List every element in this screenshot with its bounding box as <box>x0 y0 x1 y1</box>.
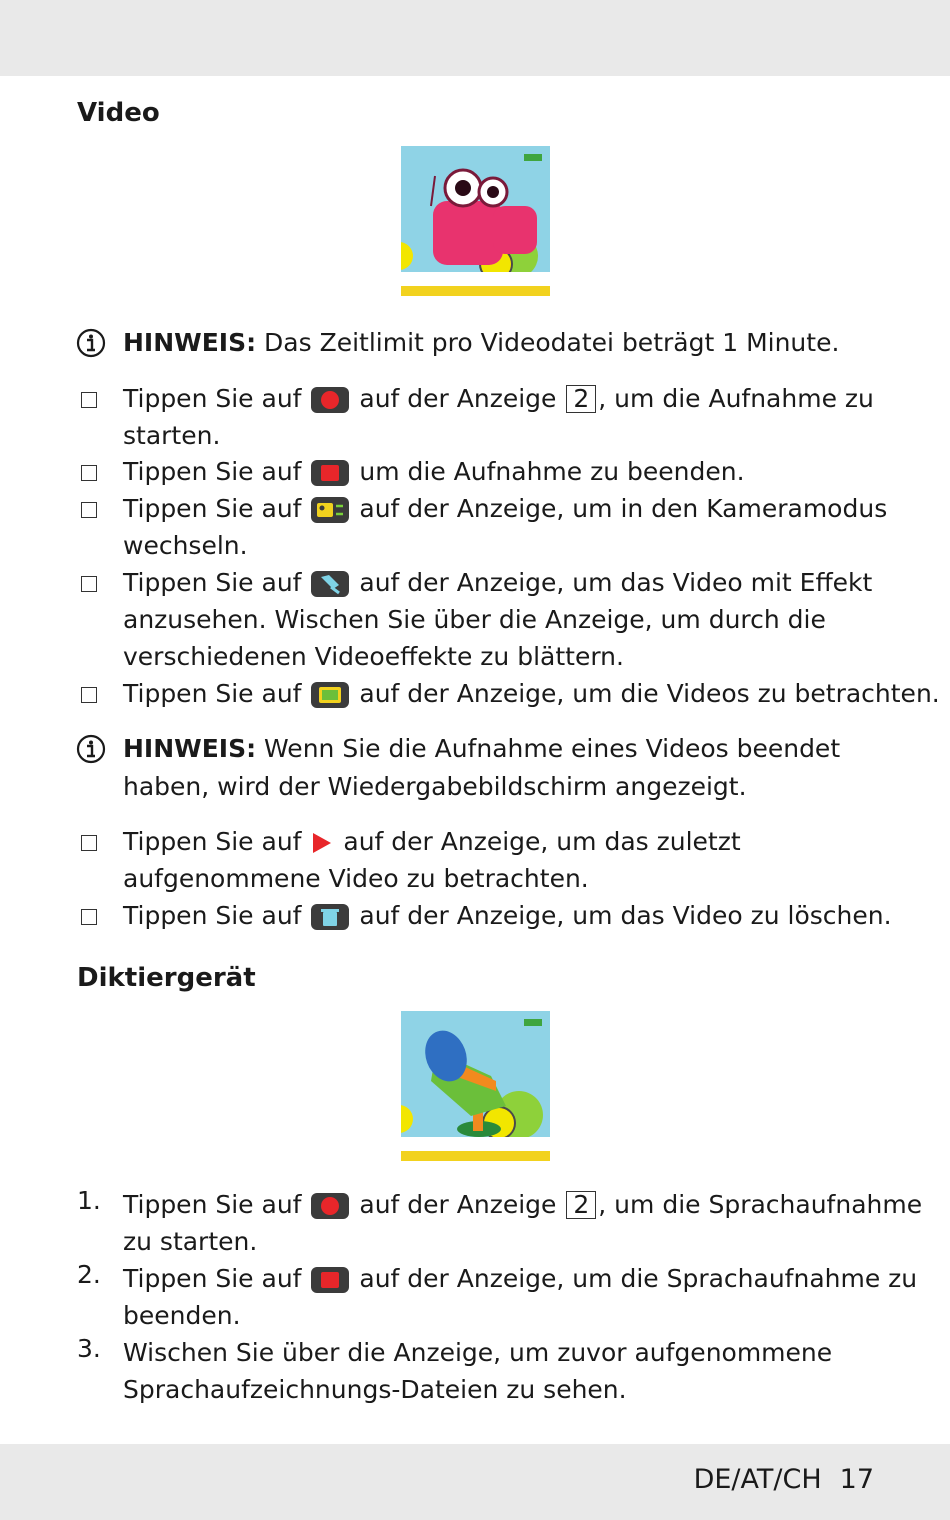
stop-button-icon <box>311 1267 349 1293</box>
page-footer <box>694 1464 874 1495</box>
video-item-3: Tippen Sie auf auf der Anzeige, um in den Kameramodus <box>123 494 888 523</box>
checkbox-bullet <box>81 687 97 703</box>
camera-switch-icon <box>311 497 349 523</box>
region-label: DE/AT/CH <box>693 1464 822 1495</box>
info-icon <box>76 734 106 764</box>
video-item-5: Tippen Sie auf auf der Anzeige, um die Videos zu betrachten. <box>123 679 940 708</box>
video-item-4: Tippen Sie auf auf der Anzeige, um das Video mit Effekt <box>123 568 873 597</box>
page-number: 17 <box>839 1464 874 1495</box>
playback-item-2: Tippen Sie auf auf der Anzeige, um das Video zu löschen. <box>123 901 892 930</box>
display-ref-2: 2 <box>566 1191 596 1219</box>
step-number: 2. <box>77 1260 101 1289</box>
video-item-1: Tippen Sie auf auf der Anzeige 2 , um die Aufnahme zu <box>123 384 874 413</box>
dictaphone-step-2: Tippen Sie auf auf der Anzeige, um die Sprachaufnahme zu <box>123 1264 918 1293</box>
dictaphone-step-2-cont: beenden. <box>123 1301 241 1330</box>
checkbox-bullet <box>81 909 97 925</box>
checkbox-bullet <box>81 465 97 481</box>
playback-item-1-cont: aufgenommene Video zu betrachten. <box>123 864 589 893</box>
trash-icon <box>311 904 349 930</box>
display-ref-2: 2 <box>566 385 596 413</box>
checkbox-bullet <box>81 392 97 408</box>
video-item-1-cont: starten. <box>123 421 221 450</box>
checkbox-bullet <box>81 835 97 851</box>
note-time-limit: HINWEIS: Das Zeitlimit pro Videodatei beträgt 1 Minute. <box>123 328 840 357</box>
stop-button-icon <box>311 460 349 486</box>
record-button-icon <box>311 387 349 413</box>
info-icon <box>76 328 106 358</box>
dictaphone-step-1-cont: zu starten. <box>123 1227 258 1256</box>
note-playback-cont: haben, wird der Wiedergabebildschirm angezeigt. <box>123 772 747 801</box>
dictaphone-mode-screen-image <box>401 1011 550 1161</box>
section-heading-video: Video <box>77 98 160 128</box>
video-item-4-cont2: verschiedenen Videoeffekte zu blättern. <box>123 642 624 671</box>
section-heading-dictaphone: Diktiergerät <box>77 963 256 993</box>
record-button-icon <box>311 1193 349 1219</box>
checkbox-bullet <box>81 576 97 592</box>
playback-item-1: Tippen Sie auf auf der Anzeige, um das zuletzt <box>123 827 741 856</box>
video-mode-screen-image <box>401 146 550 296</box>
gallery-icon <box>311 682 349 708</box>
dictaphone-step-3-cont: Sprachaufzeichnungs-Dateien zu sehen. <box>123 1375 627 1404</box>
note-playback: HINWEIS: Wenn Sie die Aufnahme eines Videos beendet <box>123 734 841 763</box>
video-item-2: Tippen Sie auf um die Aufnahme zu beenden. <box>123 457 745 486</box>
step-number: 3. <box>77 1334 101 1363</box>
checkbox-bullet <box>81 502 97 518</box>
step-number: 1. <box>77 1186 101 1215</box>
play-icon <box>309 829 335 855</box>
effect-wand-icon <box>311 571 349 597</box>
dictaphone-step-1: Tippen Sie auf auf der Anzeige 2 , um die Sprachaufnahme <box>123 1190 923 1219</box>
video-item-4-cont: anzusehen. Wischen Sie über die Anzeige, um durch die <box>123 605 826 634</box>
dictaphone-step-3: Wischen Sie über die Anzeige, um zuvor aufgenommene <box>123 1338 833 1367</box>
top-margin-band <box>0 0 950 76</box>
video-item-3-cont: wechseln. <box>123 531 248 560</box>
